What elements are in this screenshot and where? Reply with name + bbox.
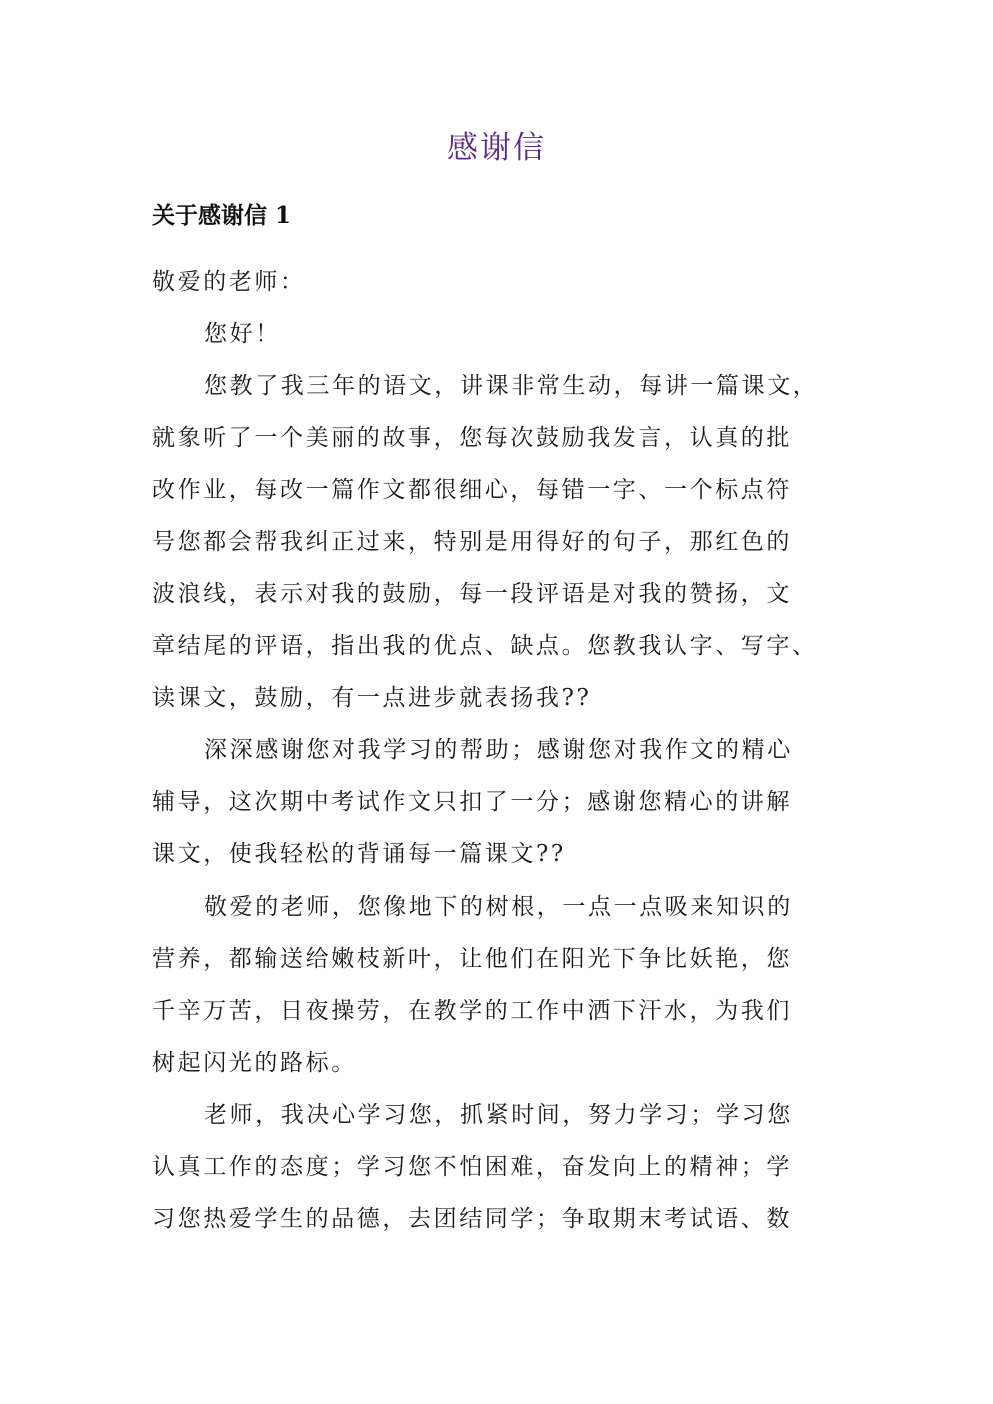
paragraph-line: 章结尾的评语，指出我的优点、缺点。您教我认字、写字、 bbox=[152, 633, 818, 659]
paragraph-line: 营养，都输送给嫩枝新叶，让他们在阳光下争比妖艳，您 bbox=[152, 946, 792, 972]
paragraph-line: 老师，我决心学习您，抓紧时间，努力学习；学习您 bbox=[204, 1102, 793, 1128]
paragraph-line: 课文，使我轻松的背诵每一篇课文?? bbox=[152, 841, 566, 867]
paragraph-line: 波浪线，表示对我的鼓励，每一段评语是对我的赞扬，文 bbox=[152, 581, 792, 607]
greeting: 您好！ bbox=[204, 321, 281, 347]
paragraph-line: 号您都会帮我纠正过来，特别是用得好的句子，那红色的 bbox=[152, 529, 792, 555]
paragraph-line: 您教了我三年的语文，讲课非常生动，每讲一篇课文， bbox=[204, 373, 819, 399]
paragraph-line: 认真工作的态度；学习您不怕困难，奋发向上的精神；学 bbox=[152, 1154, 792, 1180]
paragraph-line: 深深感谢您对我学习的帮助；感谢您对我作文的精心 bbox=[204, 737, 793, 763]
section-heading: 关于感谢信 1 bbox=[152, 202, 292, 229]
paragraph-line: 树起闪光的路标。 bbox=[152, 1050, 357, 1076]
paragraph-line: 就象听了一个美丽的故事，您每次鼓励我发言，认真的批 bbox=[152, 425, 792, 451]
paragraph-line: 读课文，鼓励，有一点进步就表扬我?? bbox=[152, 685, 592, 711]
salutation: 敬爱的老师： bbox=[152, 269, 306, 295]
paragraph-line: 千辛万苦，日夜操劳，在教学的工作中洒下汗水，为我们 bbox=[152, 998, 792, 1024]
paragraph-line: 敬爱的老师，您像地下的树根，一点一点吸来知识的 bbox=[204, 894, 793, 920]
paragraph-line: 改作业，每改一篇作文都很细心，每错一字、一个标点符 bbox=[152, 477, 792, 503]
paragraph-line: 习您热爱学生的品德，去团结同学；争取期末考试语、数 bbox=[152, 1206, 792, 1232]
paragraph-line: 辅导，这次期中考试作文只扣了一分；感谢您精心的讲解 bbox=[152, 789, 792, 815]
document-title: 感谢信 bbox=[447, 130, 546, 166]
